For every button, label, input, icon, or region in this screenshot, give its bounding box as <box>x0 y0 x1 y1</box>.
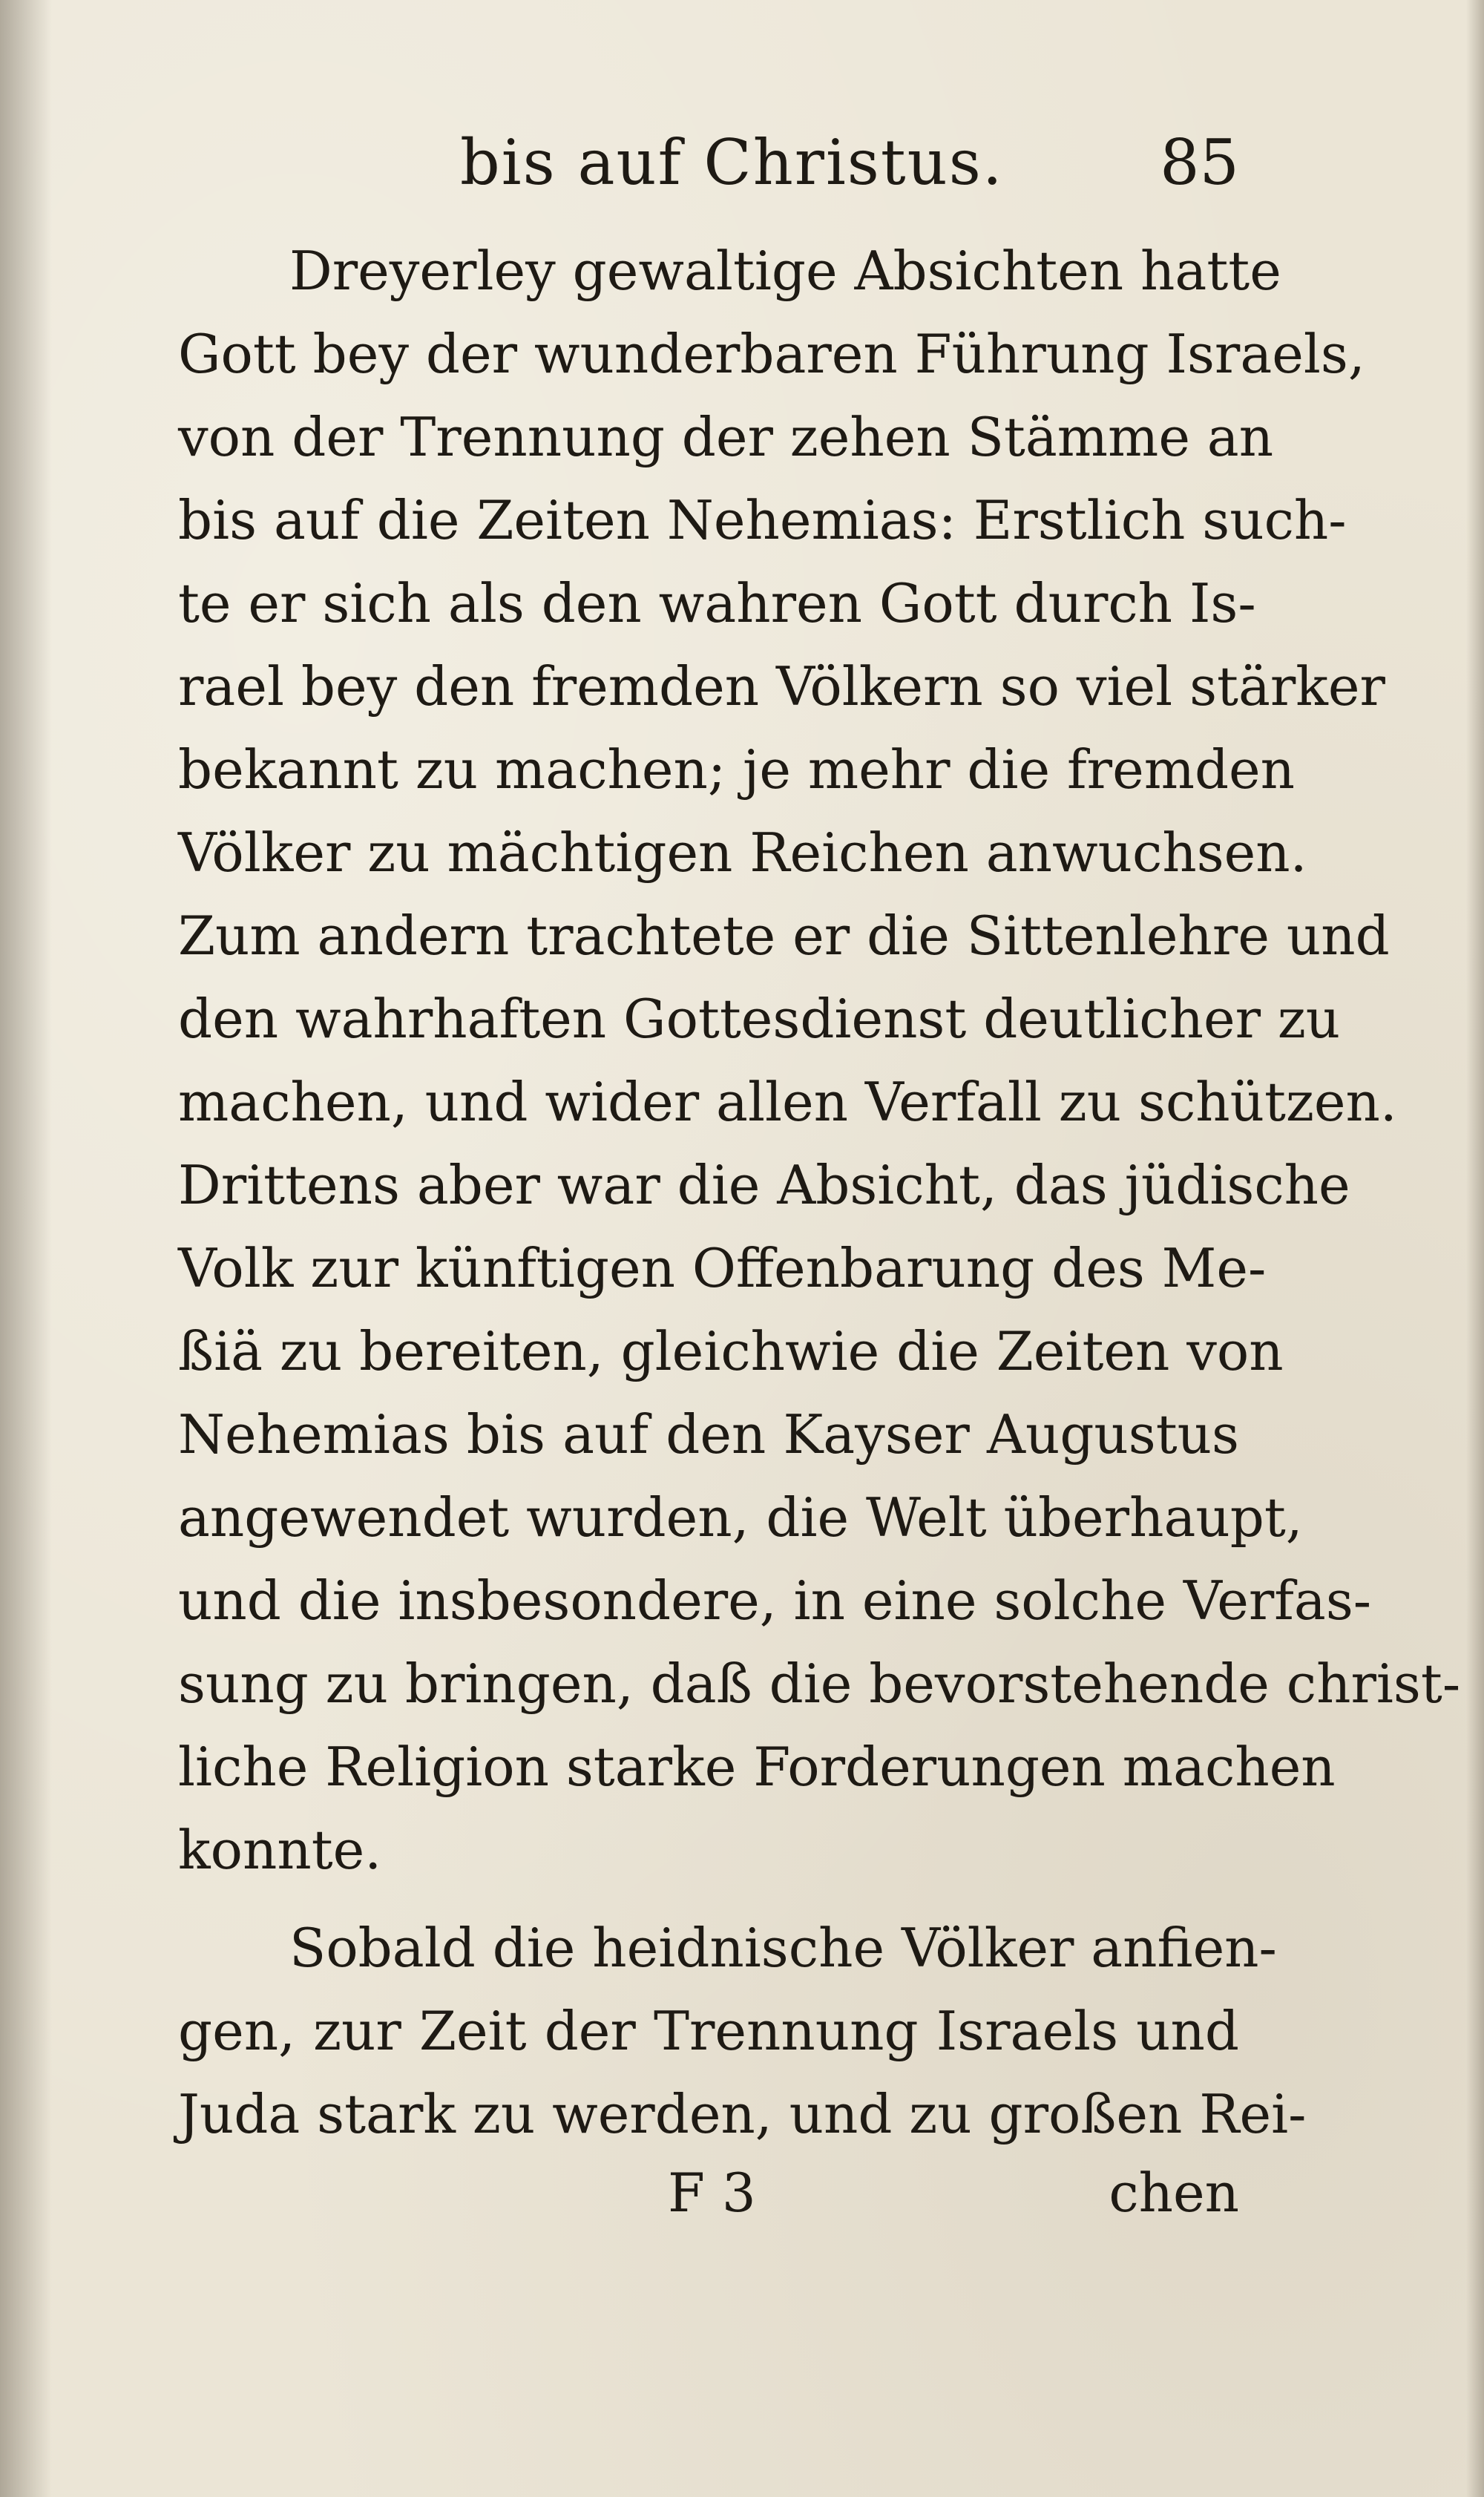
text-line: liche Religion starke Forderungen machen <box>178 1736 1336 1798</box>
text-line: angewendet wurden, die Welt überhaupt, <box>178 1486 1303 1549</box>
text-line: rael bey den fremden Völkern so viel stärker <box>178 655 1385 718</box>
running-title: bis auf Christus. <box>460 126 1004 199</box>
text-line: ßiä zu bereiten, gleichwie die Zeiten von <box>178 1320 1284 1382</box>
text-line: Nehemias bis auf den Kayser Augustus <box>178 1403 1239 1466</box>
text-line: konnte. <box>178 1819 382 1881</box>
page-footer <box>178 2152 1239 2234</box>
text-line: Sobald die heidnische Völker anfien- <box>289 1917 1277 1979</box>
text-line: Volk zur künftigen Offenbarung des Me- <box>178 1237 1267 1299</box>
text-line: und die insbesondere, in eine solche Verfas- <box>178 1569 1372 1632</box>
text-line: den wahrhaften Gottesdienst deutlicher zu <box>178 988 1341 1050</box>
text-line: machen, und wider allen Verfall zu schützen. <box>178 1071 1397 1133</box>
text-line: Dreyerley gewaltige Absichten hatte <box>289 240 1281 302</box>
text-line: sung zu bringen, daß die bevorstehende christ- <box>178 1653 1461 1715</box>
text-line: Drittens aber war die Absicht, das jüdische <box>178 1154 1350 1216</box>
text-line: te er sich als den wahren Gott durch Is- <box>178 572 1256 634</box>
text-line: gen, zur Zeit der Trennung Israels und <box>178 2000 1239 2062</box>
running-head <box>178 126 1239 215</box>
page-number: 85 <box>1160 126 1239 199</box>
text-line: Juda stark zu werden, und zu großen Rei- <box>178 2083 1307 2145</box>
text-line: von der Trennung der zehen Stämme an <box>178 406 1274 468</box>
text-line: Zum andern trachtete er die Sittenlehre und <box>178 905 1390 967</box>
catchword: chen <box>1109 2162 1239 2224</box>
text-line: Völker zu mächtigen Reichen anwuchsen. <box>178 821 1307 884</box>
text-line: bekannt zu machen; je mehr die fremden <box>178 738 1296 801</box>
gutter-shadow <box>0 0 52 2497</box>
signature-mark: F 3 <box>668 2162 756 2224</box>
page-edge <box>1466 0 1484 2497</box>
text-line: Gott bey der wunderbaren Führung Israels, <box>178 323 1365 385</box>
text-line: bis auf die Zeiten Nehemias: Erstlich such- <box>178 489 1347 551</box>
